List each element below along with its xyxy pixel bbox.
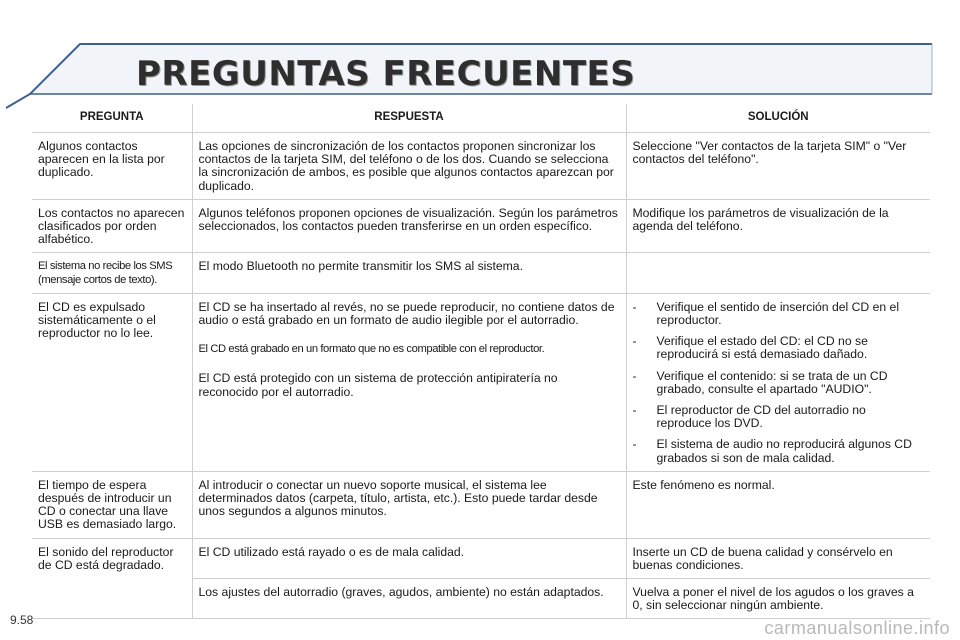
faq-table <box>32 104 930 619</box>
page-title: PREGUNTAS FRECUENTES <box>136 54 636 94</box>
question-cell: El sistema no recibe los SMS (mensaje cortos de texto). <box>32 253 192 293</box>
answer-paragraph: El CD está protegido con un sistema de protección antipiratería no reconocido por el autorradio. <box>198 371 558 399</box>
answer-cell: Al introducir o conectar un nuevo soporte musical, el sistema lee determinados datos (carpeta, título, artista, etc.). Esto puede tardar desde unos segundos a algunos minutos. <box>192 471 626 538</box>
answer-cell: El modo Bluetooth no permite transmitir los SMS al sistema. <box>192 253 626 293</box>
answer-cell: Algunos teléfonos proponen opciones de visualización. Según los parámetros seleccionados, los contactos pueden transferirse en un orden específico. <box>192 199 626 253</box>
table-row <box>32 471 930 538</box>
list-item-text: Verifique el sentido de inserción del CD en el reproductor. <box>656 299 900 328</box>
list-item <box>633 370 925 396</box>
solution-cell <box>626 253 930 293</box>
dash-bullet: - <box>632 368 637 383</box>
list-item <box>633 438 925 464</box>
question-cell <box>32 579 192 619</box>
table-row <box>32 199 930 253</box>
answer-cell: El CD utilizado está rayado o es de mala calidad. <box>192 538 626 578</box>
watermark: carmanualsonline.info <box>764 618 950 638</box>
table-row <box>32 253 930 293</box>
question-cell: El CD es expulsado sistemáticamente o el reproductor no lo lee. <box>32 293 192 471</box>
solution-cell: Inserte un CD de buena calidad y consérvelo en buenas condiciones. <box>626 538 930 578</box>
question-cell: El sonido del reproductor de CD está degradado. <box>38 544 174 572</box>
question-cell: Los contactos no aparecen clasificados por orden alfabético. <box>32 199 192 253</box>
solution-cell: Este fenómeno es normal. <box>626 471 930 538</box>
answer-cell: Las opciones de sincronización de los contactos proponen sincronizar los contactos de la tarjeta SIM, del teléfono o de los dos. Cuando se selecciona la sincronización de ambos, es posible que algunos contactos aparezcan por duplicado. <box>192 133 626 200</box>
dash-bullet: - <box>632 299 637 314</box>
question-cell: El tiempo de espera después de introducir un CD o conectar una llave USB es demasiado largo. <box>32 471 192 538</box>
solution-cell: Seleccione "Ver contactos de la tarjeta SIM" o "Ver contactos del teléfono". <box>626 133 930 200</box>
solution-cell: Modifique los parámetros de visualización de la agenda del teléfono. <box>626 199 930 253</box>
dash-bullet: - <box>632 403 637 418</box>
answer-cell: Los ajustes del autorradio (graves, agudos, ambiente) no están adaptados. <box>192 579 626 619</box>
page-number: 9.58 <box>10 613 34 627</box>
table-row <box>32 579 930 619</box>
table-header-row <box>32 104 930 133</box>
column-header-solution: SOLUCIÓN <box>626 104 930 133</box>
list-item <box>633 404 925 430</box>
column-header-question: PREGUNTA <box>32 104 192 133</box>
solution-cell: Vuelva a poner el nivel de los agudos o los graves a 0, sin seleccionar ningún ambiente. <box>626 579 930 619</box>
list-item-text: El sistema de audio no reproducirá algunos CD grabados si son de mala calidad. <box>656 437 912 465</box>
table-row <box>32 538 930 578</box>
question-cell: Algunos contactos aparecen en la lista por duplicado. <box>32 133 192 200</box>
answer-paragraph: El CD se ha insertado al revés, no se puede reproducir, no contiene datos de audio o está grabado en un formato de audio ilegible por el autorradio. <box>198 299 615 328</box>
solution-list <box>633 301 925 465</box>
list-item <box>633 335 925 361</box>
column-header-answer: RESPUESTA <box>192 104 626 133</box>
table-row <box>32 293 930 471</box>
dash-bullet: - <box>632 334 637 349</box>
answer-paragraph: El CD está grabado en un formato que no es compatible con el reproductor. <box>198 343 545 356</box>
list-item <box>633 301 925 327</box>
list-item-text: El reproductor de CD del autorradio no reproduce los DVD. <box>656 403 866 431</box>
answer-cell <box>192 293 626 471</box>
list-item-text: Verifique el estado del CD: el CD no se reproducirá si está demasiado dañado. <box>656 334 868 362</box>
list-item-text: Verifique el contenido: si se trata de un CD grabado, consulte el apartado "AUDIO". <box>656 368 888 396</box>
solution-cell <box>626 293 930 471</box>
dash-bullet: - <box>632 437 637 452</box>
table-row <box>32 133 930 200</box>
